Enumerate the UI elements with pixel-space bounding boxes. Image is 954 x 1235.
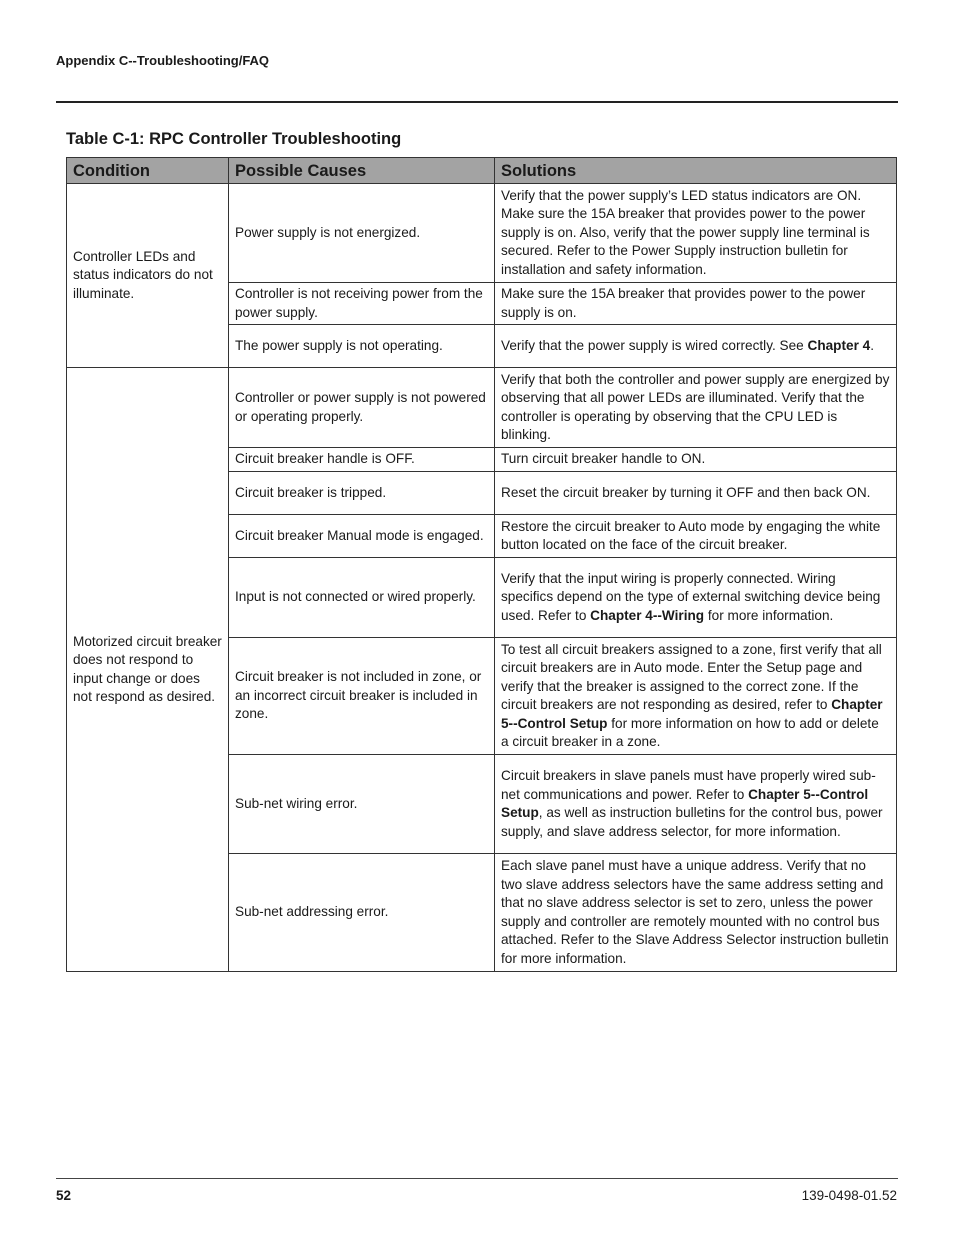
cause-cell: Input is not connected or wired properly.	[229, 558, 495, 638]
condition-cell: Motorized circuit breaker does not respond to input change or does not respond as desired.	[67, 368, 229, 972]
cause-cell: Controller is not receiving power from the power supply.	[229, 283, 495, 325]
solution-cell: Restore the circuit breaker to Auto mode by engaging the white button located on the face of the circuit breaker.	[495, 515, 897, 558]
solution-cell	[495, 558, 897, 638]
solution-text: .	[870, 337, 874, 353]
solution-text: for more information on how to add or delete a circuit breaker in a zone.	[501, 715, 879, 749]
footer-rule	[56, 1178, 898, 1179]
solution-cell: Verify that the power supply’s LED status indicators are ON. Make sure the 15A breaker that provides power to the power supply is on. Also, verify that the power supply line terminal is secured. Refer to the Power Supply instruction bulletin for installation and safety information.	[495, 184, 897, 283]
solution-cell: Reset the circuit breaker by turning it OFF and then back ON.	[495, 472, 897, 515]
chapter-reference: Chapter 5--Control Setup	[501, 697, 883, 731]
solution-cell: Make sure the 15A breaker that provides power to the power supply is on.	[495, 283, 897, 325]
document-number: 139-0498-01.52	[801, 1188, 897, 1203]
condition-cell: Controller LEDs and status indicators do not illuminate.	[67, 184, 229, 368]
cause-cell: Circuit breaker handle is OFF.	[229, 448, 495, 472]
table-row	[67, 368, 897, 448]
solution-text: Verify that the input wiring is properly connected. Wiring specifics depend on the type of external switching device being used. Refer to	[501, 570, 881, 623]
chapter-reference: Chapter 5--Control Setup	[501, 786, 869, 820]
solution-text: Verify that the power supply is wired correctly. See	[501, 337, 808, 353]
cause-cell: Controller or power supply is not powered or operating properly.	[229, 368, 495, 448]
cause-cell: Power supply is not energized.	[229, 184, 495, 283]
chapter-reference: Chapter 4--Wiring	[590, 607, 705, 623]
column-header-solutions: Solutions	[495, 158, 897, 184]
solution-text: for more information.	[704, 607, 834, 623]
cause-cell: Circuit breaker Manual mode is engaged.	[229, 515, 495, 558]
cause-cell: Circuit breaker is tripped.	[229, 472, 495, 515]
solution-text: Circuit breakers in slave panels must have properly wired sub-net communications and power. Refer to	[501, 768, 876, 802]
running-head: Appendix C--Troubleshooting/FAQ	[56, 53, 270, 68]
page-number: 52	[56, 1188, 72, 1203]
solution-cell: Verify that both the controller and power supply are energized by observing that all power LEDs are illuminated. Verify that the controller is operating by observing that the CPU LED is blinking.	[495, 368, 897, 448]
solution-cell	[495, 325, 897, 368]
solution-cell: Each slave panel must have a unique address. Verify that no two slave address selectors have the same address setting and that no slave address selector is set to zero, unless the power supply and controller are remotely mounted with no control bus attached. Refer to the Slave Address Selector instruction bulletin for more information.	[495, 854, 897, 972]
column-header-condition: Condition	[67, 158, 229, 184]
cause-cell: Sub-net wiring error.	[229, 755, 495, 854]
table-row	[67, 184, 897, 283]
table-header-row	[67, 158, 897, 184]
cause-cell: Sub-net addressing error.	[229, 854, 495, 972]
solution-text: , as well as instruction bulletins for the control bus, power supply, and slave address selector, for more information.	[501, 805, 883, 839]
solution-cell: Turn circuit breaker handle to ON.	[495, 448, 897, 472]
table-title: Table C-1: RPC Controller Troubleshooting	[66, 130, 402, 148]
cause-cell: Circuit breaker is not included in zone, or an incorrect circuit breaker is included in zone.	[229, 638, 495, 755]
column-header-causes: Possible Causes	[229, 158, 495, 184]
solution-cell	[495, 755, 897, 854]
solution-text: To test all circuit breakers assigned to a zone, first verify that all circuit breakers are in Auto mode. Enter the Setup page and verify that the breaker is assigned to the correct zone. If the circuit breakers are not responding as desired, refer to	[501, 641, 882, 712]
troubleshooting-table	[66, 157, 897, 972]
header-rule	[56, 101, 898, 103]
chapter-reference: Chapter 4	[807, 337, 871, 353]
solution-cell	[495, 638, 897, 755]
cause-cell: The power supply is not operating.	[229, 325, 495, 368]
